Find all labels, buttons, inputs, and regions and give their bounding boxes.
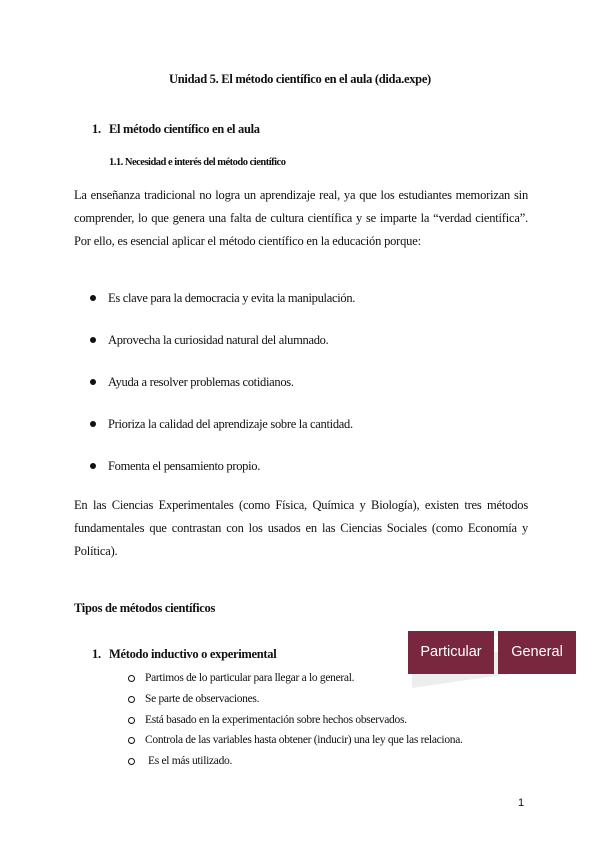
list-item-text: Ayuda a resolver problemas cotidianos.	[108, 375, 294, 389]
heading-number: 1.	[92, 122, 101, 136]
list-item-text: Aprovecha la curiosidad natural del alumnado.	[108, 333, 329, 347]
general-box: General	[498, 631, 576, 674]
circle-bullet-icon	[128, 696, 135, 703]
list-item	[128, 689, 463, 710]
list-item	[128, 710, 463, 731]
list-item-text: Está basado en la experimentación sobre hechos observados.	[145, 713, 407, 726]
list-item	[90, 455, 355, 497]
section-title: Tipos de métodos científicos	[74, 601, 216, 615]
bullet-icon	[90, 295, 96, 301]
list-item-text: Es clave para la democracia y evita la manipulación.	[108, 291, 356, 305]
heading-text: El método científico en el aula	[109, 122, 260, 136]
intro-paragraph: La enseñanza tradicional no logra un aprendizaje real, ya que los estudiantes memorizan sin comprender, lo que genera una falta de cultura científica y se imparte la “verdad científica”. Por ello, es esencial aplicar el método científico en la educación porque:	[74, 188, 528, 248]
list-item	[90, 287, 355, 329]
method-inductive-heading	[92, 647, 276, 662]
heading-method-in-classroom	[92, 122, 260, 137]
method-number: 1.	[92, 647, 101, 661]
list-item	[90, 329, 355, 371]
list-item-text: Se parte de observaciones.	[145, 692, 260, 705]
list-item	[128, 730, 463, 751]
list-item-text: Partimos de lo particular para llegar a lo general.	[145, 672, 355, 684]
sciences-paragraph: En las Ciencias Experimentales (como Física, Química y Biología), existen tres métodos fundamentales que contrastan con los usados en las Ciencias Sociales (como Economía y Política).	[74, 498, 528, 558]
list-item	[90, 413, 355, 455]
bullet-icon	[90, 379, 96, 385]
list-item-text: Controla de las variables hasta obtener (inducir) una ley que las relaciona.	[145, 734, 463, 747]
bullet-icon	[90, 421, 96, 427]
particular-to-general-diagram	[404, 624, 582, 688]
circle-bullet-icon	[128, 758, 135, 765]
reasons-list	[90, 287, 355, 497]
bullet-icon	[90, 463, 96, 469]
circle-bullet-icon	[128, 675, 135, 682]
particular-box: Particular	[408, 631, 494, 674]
list-item-text: Fomenta el pensamiento propio.	[108, 459, 261, 473]
page-number: 1	[518, 797, 525, 809]
circle-bullet-icon	[128, 717, 135, 724]
document-title: Unidad 5. El método científico en el aula (dida.expe)	[169, 72, 431, 86]
list-item-text: Prioriza la calidad del aprendizaje sobre la cantidad.	[108, 417, 353, 431]
circle-bullet-icon	[128, 737, 135, 744]
list-item	[128, 751, 463, 772]
list-item	[90, 371, 355, 413]
subheading-need-interest: 1.1. Necesidad e interés del método científico	[109, 157, 286, 168]
bullet-icon	[90, 337, 96, 343]
list-item-text: Es el más utilizado.	[148, 755, 233, 768]
method-title: Método inductivo o experimental	[109, 647, 277, 661]
